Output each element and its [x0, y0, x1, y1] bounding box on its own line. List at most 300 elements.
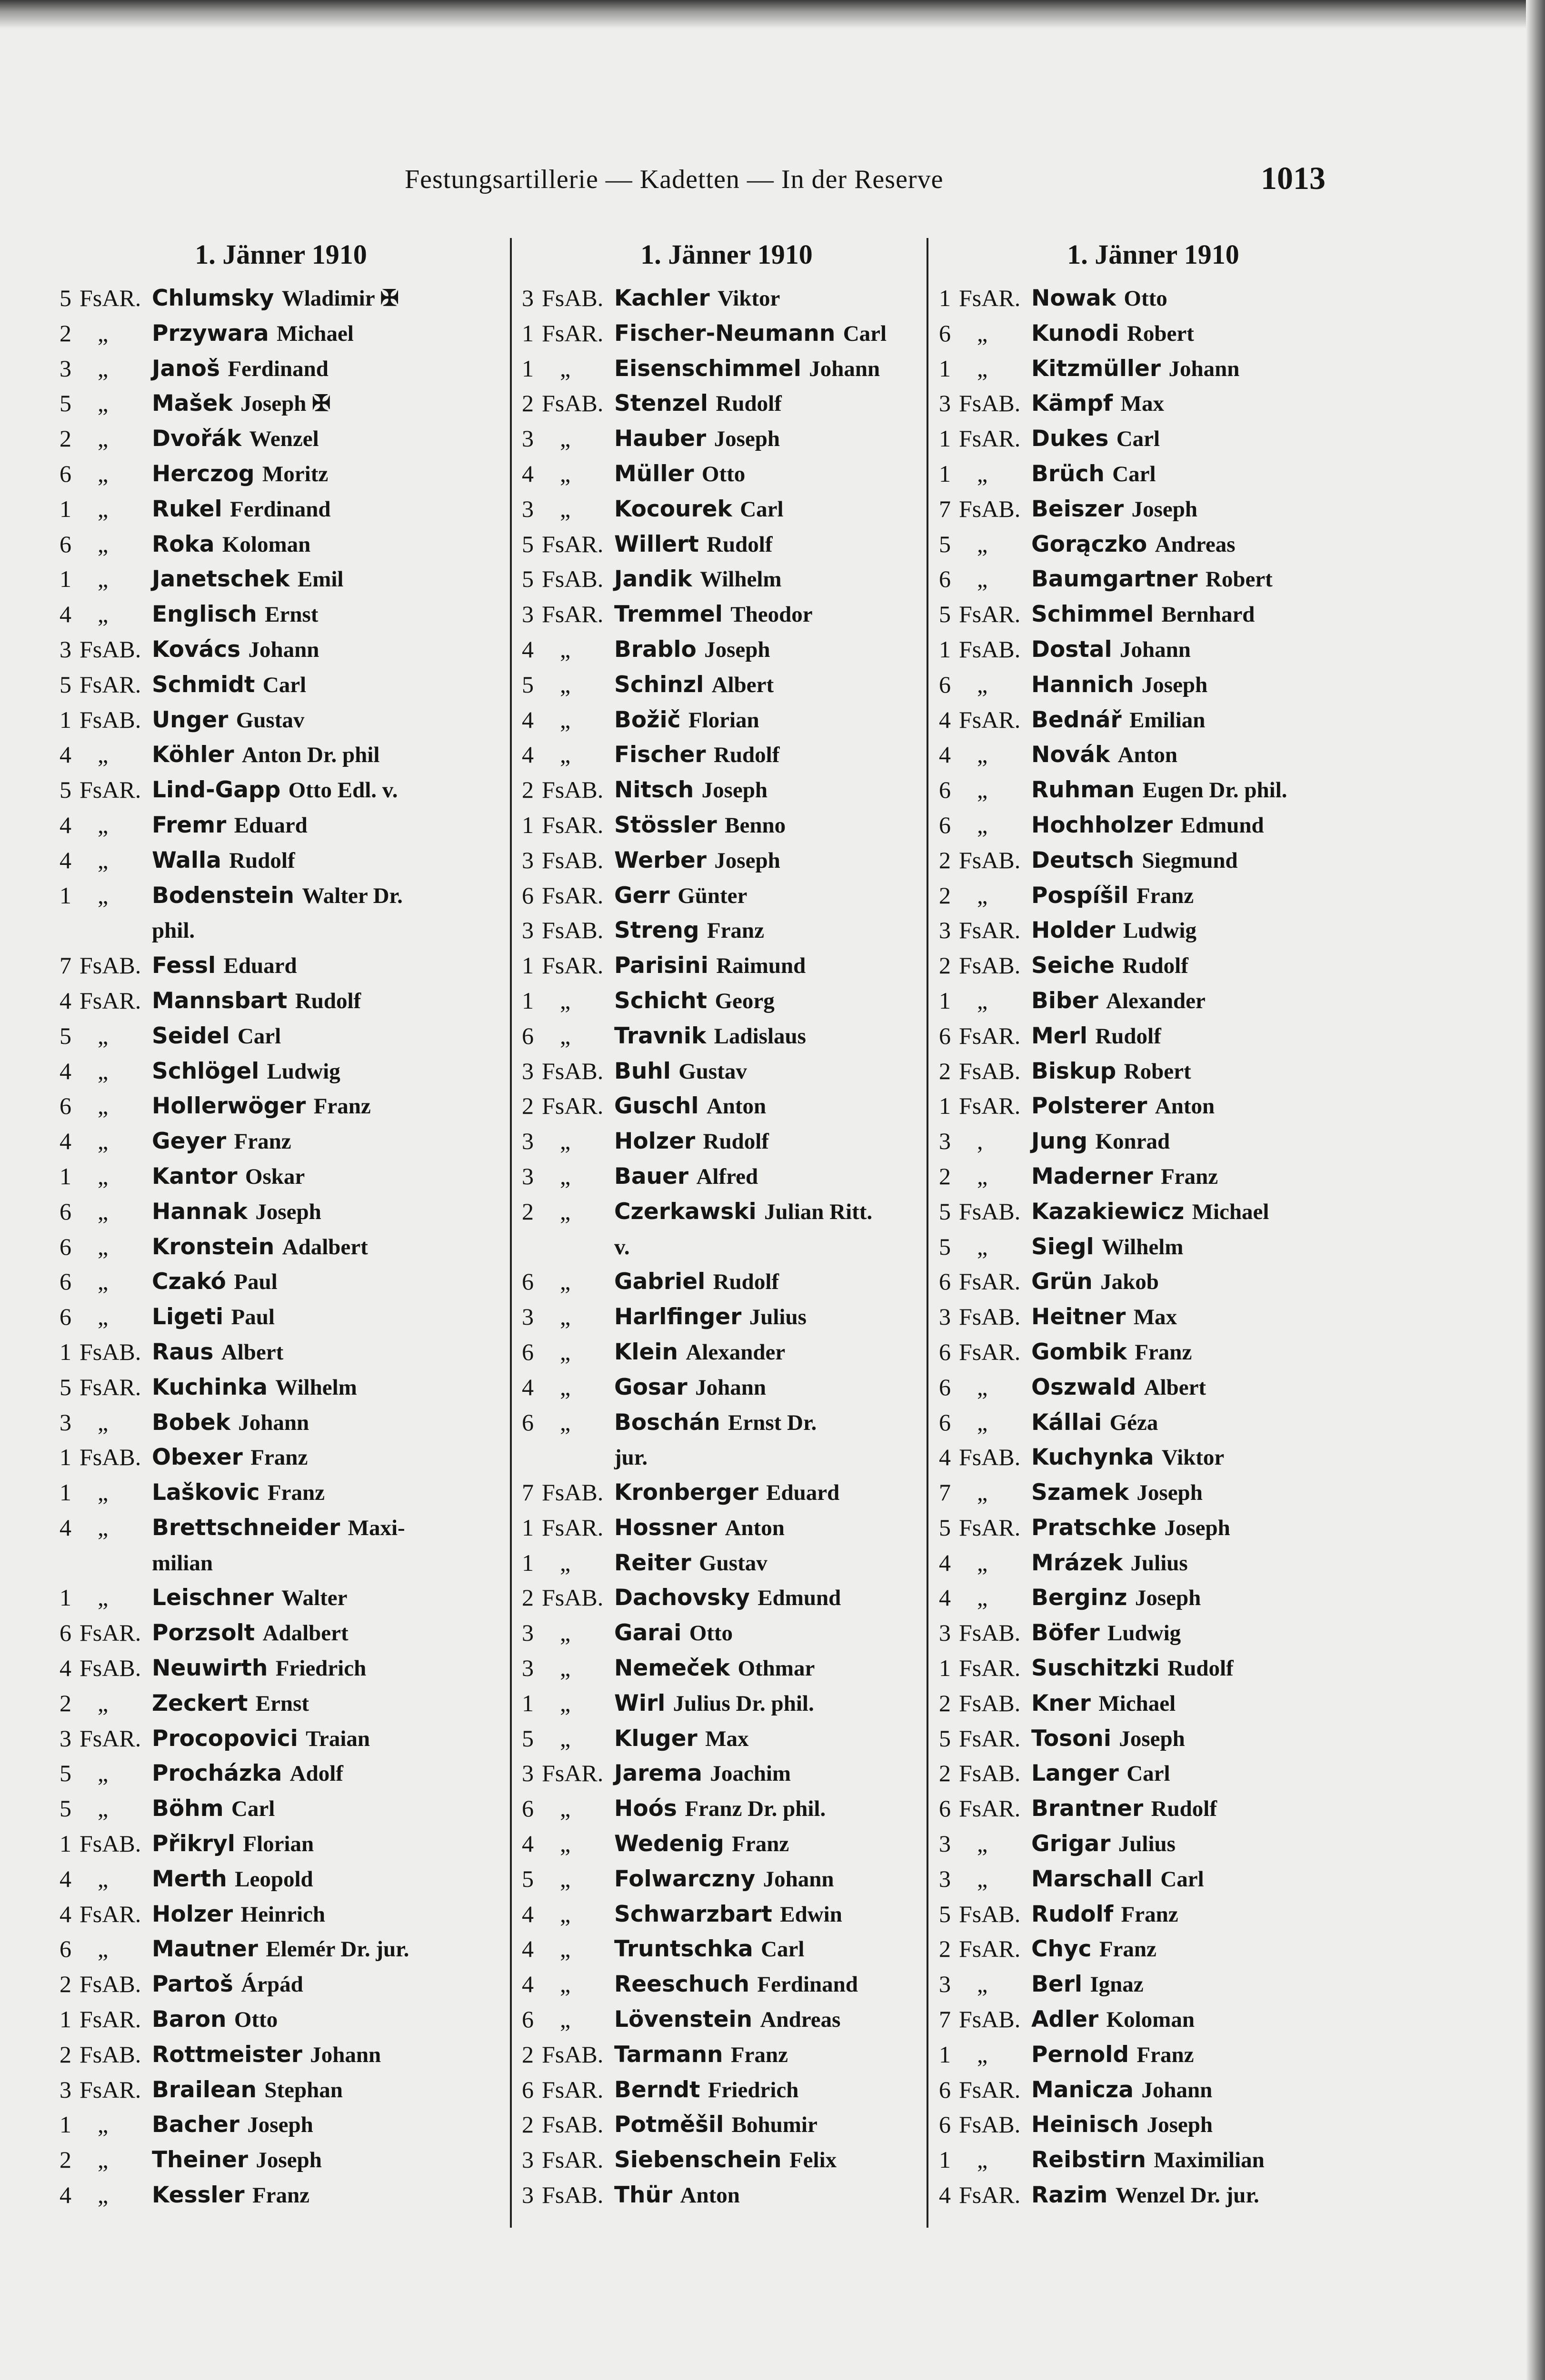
entry-unit: FsAR. [959, 1092, 1021, 1120]
roster-entry [939, 737, 1367, 773]
entry-given-name: Andreas [760, 2007, 841, 2033]
entry-given-name: Rudolf [1095, 1023, 1161, 1049]
entry-surname: Bauer [614, 1163, 689, 1190]
entry-number: 4 [522, 741, 534, 768]
entry-number: 6 [60, 1268, 71, 1295]
entry-list [522, 281, 931, 2213]
entry-surname: Přikryl [152, 1831, 235, 1857]
entry-unit: „ [98, 1760, 109, 1787]
column-heading: 1. Jänner 1910 [640, 239, 813, 270]
entry-unit: FsAB. [542, 2111, 604, 2138]
entry-name [1031, 1510, 1230, 1546]
roster-entry [522, 1264, 931, 1299]
roster-entry [522, 1580, 931, 1616]
entry-surname: Božič [614, 706, 681, 733]
roster-entry [60, 1826, 502, 1862]
roster-entry [522, 703, 931, 738]
entry-given-name: Joseph [1146, 2112, 1213, 2138]
entry-surname: Merl [1031, 1022, 1087, 1049]
entry-number: 1 [939, 635, 951, 663]
entry-unit: „ [977, 1408, 988, 1436]
entry-given-name: Franz [1161, 1164, 1218, 1189]
entry-number: 4 [60, 1514, 71, 1541]
entry-surname: Streng [614, 917, 699, 944]
entry-unit: FsAR. [959, 1795, 1021, 1822]
roster-entry [939, 1510, 1367, 1546]
entry-surname: Brettschneider [152, 1514, 340, 1541]
entry-name [152, 773, 398, 808]
entry-surname: Pospíšil [1031, 882, 1129, 909]
roster-entry [60, 1230, 502, 1265]
entry-unit: „ [98, 2111, 109, 2138]
entry-name [152, 948, 297, 984]
entry-name [614, 492, 784, 527]
entry-unit: „ [560, 1795, 571, 1822]
entry-given-name: Otto [701, 461, 746, 486]
entry-unit: FsAB. [959, 495, 1021, 522]
entry-surname: Hochholzer [1031, 812, 1173, 838]
entry-surname: Böhm [152, 1795, 224, 1822]
entry-number: 5 [939, 1514, 951, 1541]
entry-surname: Kner [1031, 1690, 1091, 1716]
entry-unit: „ [977, 1373, 988, 1400]
entry-number: 1 [939, 285, 951, 311]
entry-name [152, 983, 361, 1019]
entry-number: 1 [522, 1689, 534, 1716]
roster-column-1 [60, 238, 502, 2213]
entry-name [614, 1335, 785, 1370]
entry-unit: FsAR. [80, 776, 141, 803]
entry-unit: FsAB. [959, 846, 1021, 873]
entry-given-name: Konrad [1095, 1129, 1170, 1154]
entry-name [1031, 1159, 1218, 1195]
entry-given-name: Joseph [714, 848, 780, 873]
entry-given-name: Otto [1124, 286, 1167, 311]
entry-given-name: Joseph [247, 2112, 313, 2138]
roster-entry [60, 737, 502, 773]
roster-entry [60, 2142, 502, 2178]
entry-name [614, 1089, 766, 1124]
entry-unit: FsAB. [959, 2111, 1021, 2138]
entry-surname: Brantner [1031, 1795, 1144, 1822]
entry-number: 3 [522, 1128, 534, 1155]
entry-given-name: Otto [689, 1621, 733, 1646]
entry-unit: FsAB. [542, 390, 604, 417]
entry-name [152, 1299, 275, 1335]
entry-given-name: Günter [678, 883, 748, 908]
entry-unit: FsAB. [959, 952, 1021, 979]
entry-surname: Adler [1031, 2006, 1099, 2033]
entry-surname: Berginz [1031, 1585, 1127, 1611]
entry-given-name: Traian [306, 1726, 370, 1751]
entry-name [614, 843, 780, 879]
entry-given-name: Alexander [686, 1339, 786, 1365]
entry-name [614, 878, 747, 914]
entry-surname: Partoš [152, 1971, 233, 1998]
roster-entry [939, 2037, 1367, 2073]
entry-surname: Buhl [614, 1058, 671, 1084]
entry-number: 4 [522, 1373, 534, 1400]
roster-entry [939, 1721, 1367, 1756]
entry-number: 1 [939, 460, 951, 487]
entry-given-name: Walter [281, 1586, 348, 1611]
entry-given-name: Joseph [714, 426, 780, 452]
entry-surname: Jandik [614, 566, 692, 593]
entry-name [152, 2002, 278, 2038]
entry-unit: FsAB. [959, 1303, 1021, 1330]
entry-given-name: Johann [1168, 356, 1240, 381]
roster-entry [60, 2073, 502, 2108]
entry-name [614, 1440, 648, 1476]
entry-given-name: Ludwig [1107, 1621, 1181, 1646]
entry-given-name: Franz [1121, 1902, 1178, 1927]
roster-entry [939, 1159, 1367, 1194]
roster-entry [60, 843, 502, 878]
entry-unit: „ [560, 1655, 571, 1682]
entry-given-name: Rudolf [707, 532, 773, 557]
entry-surname: Porzsolt [152, 1620, 255, 1646]
entry-given-name: Emilian [1129, 707, 1206, 733]
entry-unit: „ [560, 671, 571, 698]
entry-name [152, 1440, 308, 1476]
entry-unit: FsAB. [542, 2182, 604, 2209]
entry-surname: Englisch [152, 601, 257, 628]
entry-name [614, 1405, 817, 1441]
entry-number: 3 [939, 1830, 951, 1857]
entry-name [614, 316, 887, 352]
entry-given-name: Géza [1109, 1410, 1158, 1435]
entry-number: 3 [522, 2182, 534, 2209]
roster-entry [939, 1264, 1367, 1299]
roster-entry [939, 1651, 1367, 1686]
entry-unit: „ [977, 776, 988, 803]
entry-number: 3 [939, 1619, 951, 1646]
entry-name [152, 421, 319, 457]
entry-name [152, 2107, 313, 2143]
entry-unit: „ [977, 1830, 988, 1857]
entry-given-name: Edwin [780, 1902, 842, 1927]
entry-surname: Janetschek [152, 566, 290, 593]
entry-surname: Merth [152, 1865, 227, 1892]
entry-name [152, 632, 319, 668]
column-heading: 1. Jänner 1910 [1067, 239, 1239, 270]
entry-name [152, 1510, 405, 1546]
entry-surname: Langer [1031, 1760, 1119, 1787]
entry-number: 7 [939, 2006, 951, 2033]
entry-number: 6 [522, 1408, 534, 1436]
entry-number: 6 [60, 1198, 71, 1225]
entry-unit: „ [98, 1022, 109, 1049]
entry-number: 3 [522, 1057, 534, 1084]
entry-surname: Kuchynka [1031, 1444, 1154, 1471]
entry-list [939, 281, 1367, 2213]
roster-entry [60, 281, 502, 316]
entry-given-name: Paul [234, 1269, 278, 1295]
entry-given-name: Alexander [1106, 988, 1206, 1013]
entry-unit: „ [560, 1619, 571, 1646]
roster-entry [60, 1159, 502, 1194]
roster-entry [522, 1862, 931, 1897]
entry-number: 2 [939, 882, 951, 909]
entry-given-name: milian [152, 1550, 213, 1576]
entry-surname: Rudolf [1031, 1901, 1114, 1927]
entry-number: 4 [522, 635, 534, 663]
entry-number: 3 [522, 1655, 534, 1682]
entry-unit: „ [560, 1689, 571, 1716]
entry-name [152, 1616, 349, 1651]
entry-surname: Tarmann [614, 2041, 723, 2068]
entry-name [614, 983, 775, 1019]
entry-given-name: Carl [1112, 461, 1156, 486]
entry-given-name: Ladislaus [714, 1023, 806, 1049]
entry-surname: Janoš [152, 355, 220, 382]
roster-entry [939, 1299, 1367, 1335]
roster-entry [939, 948, 1367, 983]
entry-unit: FsAB. [80, 952, 141, 979]
entry-unit: „ [98, 1935, 109, 1963]
entry-name [614, 1475, 839, 1511]
entry-number: 3 [939, 390, 951, 417]
entry-surname: Theiner [152, 2147, 249, 2173]
entry-name [1031, 1862, 1204, 1897]
entry-given-name: Georg [715, 988, 775, 1013]
roster-entry [60, 1510, 502, 1546]
roster-entry [60, 1580, 502, 1616]
entry-name [152, 703, 304, 738]
entry-number: 1 [60, 1338, 71, 1365]
entry-number: 3 [522, 1760, 534, 1787]
entry-number: 5 [522, 671, 534, 698]
entry-unit: „ [977, 811, 988, 838]
roster-entry [522, 281, 931, 316]
roster-entry [522, 1616, 931, 1651]
roster-entry [60, 1791, 502, 1826]
roster-entry [60, 1546, 502, 1581]
entry-given-name: Adalbert [262, 1621, 349, 1646]
entry-unit: FsAR. [80, 2006, 141, 2033]
entry-surname: Seiche [1031, 952, 1115, 979]
entry-name [152, 1124, 291, 1160]
entry-given-name: Gustav [678, 1059, 747, 1084]
roster-entry [60, 2002, 502, 2037]
roster-entry [522, 1230, 931, 1265]
roster-entry [60, 1686, 502, 1721]
entry-number: 1 [60, 882, 71, 909]
entry-unit: „ [560, 1198, 571, 1225]
entry-surname: Hoós [614, 1795, 677, 1822]
entry-number: 1 [522, 952, 534, 979]
entry-name [152, 2142, 322, 2178]
entry-number: 1 [522, 811, 534, 838]
entry-given-name: Heinrich [240, 1902, 326, 1927]
entry-unit: „ [98, 530, 109, 557]
roster-entry [522, 1335, 931, 1370]
entry-unit: „ [98, 741, 109, 768]
entry-unit: „ [560, 1303, 571, 1330]
entry-name [614, 948, 806, 984]
page-top-edge-shadow [0, 0, 1545, 29]
roster-entry [939, 562, 1367, 597]
entry-unit: „ [977, 671, 988, 698]
entry-unit: FsAB. [80, 1655, 141, 1682]
entry-unit: FsAR. [959, 601, 1021, 628]
entry-name [152, 808, 308, 843]
entry-unit: „ [977, 355, 988, 382]
entry-given-name: Julius [1130, 1550, 1188, 1576]
entry-name [1031, 1054, 1191, 1090]
entry-unit: „ [977, 319, 988, 347]
entry-unit: „ [560, 1900, 571, 1927]
roster-entry [522, 1967, 931, 2002]
entry-name [1031, 2073, 1212, 2108]
entry-number: 5 [522, 1865, 534, 1892]
entry-number: 2 [522, 1584, 534, 1611]
entry-surname: Herczog [152, 460, 255, 487]
entry-number: 6 [60, 1619, 71, 1646]
entry-unit: FsAB. [80, 1444, 141, 1471]
roster-entry [939, 456, 1367, 492]
entry-given-name: Otto Edl. v. [288, 778, 398, 803]
entry-name [614, 1580, 841, 1616]
entry-given-name: Rudolf [703, 1129, 769, 1154]
entry-number: 4 [60, 1900, 71, 1927]
entry-number: 1 [939, 425, 951, 452]
entry-name [1031, 386, 1164, 422]
entry-name [614, 1124, 769, 1160]
entry-surname: Hollerwöger [152, 1093, 306, 1120]
entry-given-name: Ernst [255, 1691, 309, 1716]
entry-number: 3 [60, 1408, 71, 1436]
roster-entry [939, 2142, 1367, 2178]
entry-number: 5 [522, 1725, 534, 1752]
roster-entry [60, 1756, 502, 1791]
entry-unit: FsAB. [959, 635, 1021, 663]
entry-name [614, 597, 813, 633]
entry-number: 1 [60, 1830, 71, 1857]
running-title: Festungsartillerie — Kadetten — In der Reserve [405, 165, 944, 194]
roster-column-3 [939, 238, 1367, 2213]
entry-surname: Szamek [1031, 1479, 1129, 1506]
entry-given-name: Rudolf [713, 1269, 779, 1295]
roster-entry [60, 1264, 502, 1299]
entry-name [152, 351, 329, 387]
entry-number: 7 [939, 495, 951, 522]
roster-entry [60, 1862, 502, 1897]
entry-unit: FsAR. [80, 987, 141, 1014]
roster-entry [522, 1405, 931, 1440]
entry-number: 3 [522, 425, 534, 452]
entry-given-name: Michael [1098, 1691, 1176, 1716]
entry-name [614, 1370, 766, 1406]
entry-unit: „ [977, 987, 988, 1014]
roster-entry [60, 492, 502, 527]
entry-surname: Heitner [1031, 1304, 1126, 1330]
roster-entry [939, 843, 1367, 878]
roster-column-2 [522, 238, 931, 2213]
entry-unit: FsAR. [959, 1338, 1021, 1365]
entry-name [1031, 2142, 1265, 2178]
entry-name [152, 281, 399, 317]
entry-number: 6 [939, 2076, 951, 2103]
entry-given-name: Alfred [696, 1164, 758, 1189]
entry-number: 5 [939, 1725, 951, 1752]
entry-name [152, 1475, 325, 1511]
entry-unit: „ [560, 355, 571, 382]
roster-entry [522, 1054, 931, 1089]
entry-name [1031, 1651, 1234, 1686]
roster-entry [60, 1651, 502, 1686]
entry-surname: Obexer [152, 1444, 243, 1471]
entry-name [152, 2073, 343, 2108]
roster-entry [939, 492, 1367, 527]
entry-number: 6 [939, 1408, 951, 1436]
entry-given-name: Árpád [241, 1972, 303, 1997]
entry-given-name: Joseph [1135, 1586, 1201, 1611]
roster-entry [60, 1932, 502, 1967]
entry-given-name: Michael [1192, 1199, 1269, 1224]
entry-name [1031, 1475, 1203, 1511]
entry-number: 6 [60, 460, 71, 487]
entry-name [152, 1686, 309, 1722]
entry-surname: Deutsch [1031, 847, 1135, 873]
roster-entry [522, 1019, 931, 1054]
entry-name [152, 1335, 283, 1370]
entry-number: 6 [939, 776, 951, 803]
entry-given-name: Maximilian [1154, 2148, 1265, 2173]
entry-number: 2 [939, 1057, 951, 1084]
entry-number: 1 [522, 355, 534, 382]
entry-unit: FsAR. [959, 1514, 1021, 1541]
roster-entry [939, 2107, 1367, 2142]
entry-given-name: Julius [1118, 1832, 1176, 1857]
entry-surname: Nitsch [614, 777, 694, 803]
entry-name [614, 1862, 834, 1897]
entry-surname: Kantor [152, 1163, 238, 1190]
entry-surname: Lövenstein [614, 2006, 753, 2033]
roster-entry [522, 1897, 931, 1932]
entry-given-name: Joseph [704, 637, 770, 662]
entry-name [1031, 1686, 1176, 1722]
entry-unit: FsAR. [542, 811, 604, 838]
entry-surname: Fessl [152, 952, 216, 979]
entry-surname: Hauber [614, 426, 707, 452]
entry-unit: „ [98, 495, 109, 522]
entry-surname: Rukel [152, 496, 222, 522]
entry-given-name: Rudolf [1167, 1656, 1234, 1681]
entry-name [1031, 421, 1160, 457]
entry-unit: FsAB. [542, 565, 604, 593]
entry-given-name: Anton [680, 2183, 740, 2208]
roster-entry [522, 2178, 931, 2213]
entry-given-name: Ludwig [267, 1059, 340, 1084]
page-number: 1013 [1261, 160, 1326, 196]
roster-entry [939, 2002, 1367, 2037]
entry-unit: „ [977, 565, 988, 593]
roster-entry [522, 527, 931, 562]
entry-surname: Tremmel [614, 601, 723, 628]
entry-name [614, 913, 764, 949]
entry-name [152, 667, 306, 703]
entry-given-name: Raimund [716, 953, 806, 979]
entry-surname: Czerkawski [614, 1198, 757, 1225]
entry-given-name: Felix [789, 2148, 837, 2173]
entry-surname: Fischer-Neumann [614, 320, 836, 347]
entry-number: 1 [60, 1479, 71, 1506]
entry-given-name: Joachim [710, 1761, 791, 1786]
entry-number: 5 [522, 565, 534, 593]
entry-number: 1 [939, 987, 951, 1014]
entry-name [1031, 1230, 1183, 1265]
